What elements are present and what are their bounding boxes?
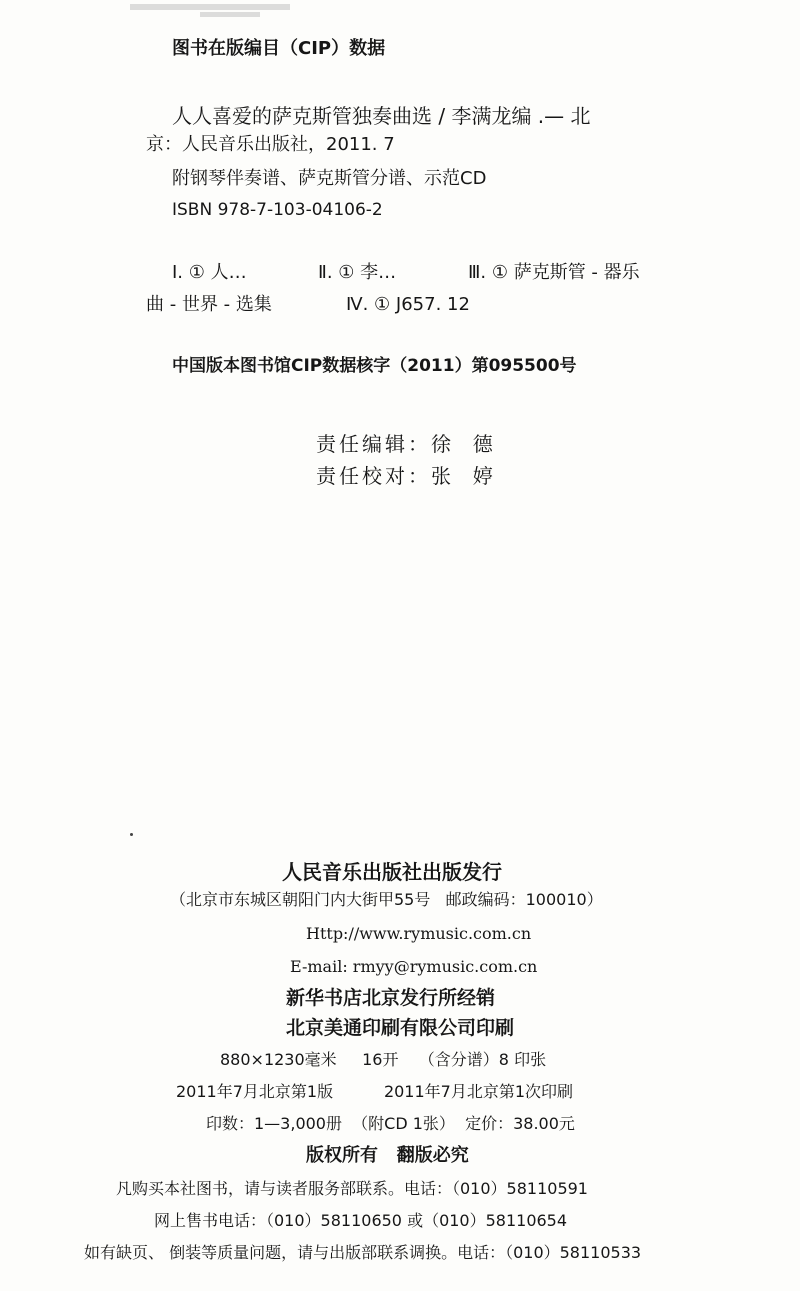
format-spec: 880×1230毫米 16开 （含分谱）8 印张 — [220, 1050, 547, 1069]
proofreader-credit: 责任校对：张 婷 — [316, 464, 496, 488]
cip-attachment-line: 附钢琴伴奏谱、萨克斯管分谱、示范CD — [172, 168, 487, 189]
online-sales-contact: 网上售书电话：（010）58110650 或（010）58110654 — [154, 1211, 568, 1230]
scan-speck — [130, 833, 133, 836]
cip-check-number: 中国版本图书馆CIP数据核字（2011）第095500号 — [172, 356, 577, 376]
print-run-price: 印数：1—3,000册 （附CD 1张） 定价：38.00元 — [206, 1114, 575, 1133]
publisher-address: （北京市东城区朝阳门内大街甲55号 邮政编码：100010） — [170, 890, 603, 909]
cip-class-iv: Ⅳ. ① J657. 12 — [346, 294, 470, 315]
publisher-name: 人民音乐出版社出版发行 — [282, 860, 502, 884]
cip-isbn: ISBN 978-7-103-04106-2 — [172, 200, 383, 220]
edition-info: 2011年7月北京第1版 2011年7月北京第1次印刷 — [176, 1082, 574, 1101]
defect-contact: 如有缺页、 倒装等质量问题，请与出版部联系调换。电话：（010）58110533 — [84, 1243, 642, 1262]
printer: 北京美通印刷有限公司印刷 — [286, 1017, 515, 1039]
distributor: 新华书店北京发行所经销 — [286, 987, 496, 1009]
publisher-email: E-mail: rmyy@rymusic.com.cn — [290, 957, 538, 976]
cip-class-ii: Ⅱ. ① 李… — [318, 262, 397, 283]
cip-publisher-line: 京：人民音乐出版社，2011. 7 — [146, 134, 395, 155]
scan-smudge — [200, 12, 260, 17]
cip-heading: 图书在版编目（CIP）数据 — [172, 38, 386, 59]
cip-title-line: 人人喜爱的萨克斯管独奏曲选 / 李满龙编 .— 北 — [172, 104, 591, 128]
scan-smudge — [130, 4, 290, 10]
copyright-notice: 版权所有 翻版必究 — [306, 1145, 469, 1166]
reader-service-contact: 凡购买本社图书，请与读者服务部联系。电话：（010）58110591 — [116, 1179, 588, 1198]
cip-class-iii: Ⅲ. ① 萨克斯管 - 器乐 — [468, 262, 640, 283]
cip-class-i: I. ① 人… — [172, 262, 247, 283]
publisher-website: Http://www.rymusic.com.cn — [306, 924, 532, 943]
editor-credit: 责任编辑：徐 德 — [316, 432, 496, 456]
cip-class-cont: 曲 - 世界 - 选集 — [146, 294, 272, 315]
